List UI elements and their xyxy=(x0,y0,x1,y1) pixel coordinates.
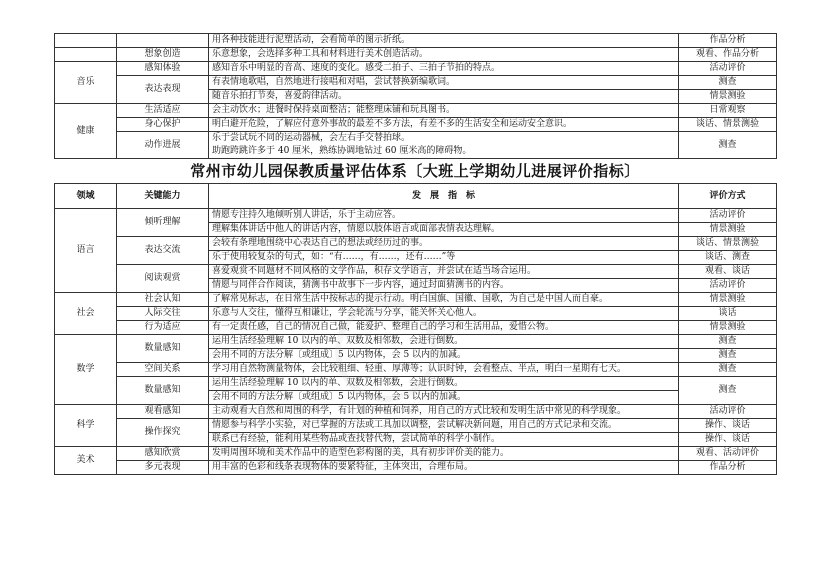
table-row xyxy=(55,265,777,279)
ability-cell: 人际交往 xyxy=(117,307,209,321)
ability-cell: 数量感知 xyxy=(117,377,209,405)
content-cell: 情愿参与科学小实验，对已掌握的方法或工具加以调整，尝试解决新问题，用自己的方式记录和交流。 xyxy=(209,419,679,433)
content-cell xyxy=(209,132,679,159)
content-cell: 乐意想象，会选择多种工具和材料进行美术创造活动。 xyxy=(209,48,679,62)
ability-cell: 想象创造 xyxy=(117,48,209,62)
table-row xyxy=(55,76,777,90)
content-cell: 会较有条理地围绕中心表达自己的想法或经历过的事。 xyxy=(209,237,679,251)
content-cell: 主动观看大自然和周围的科学，有计划的种植和饲养，用自己的方式比较和发明生活中常见的科学现象。 xyxy=(209,405,679,419)
area-cell xyxy=(55,34,117,48)
method-cell: 活动评价 xyxy=(679,405,777,419)
method-cell: 操作、谈话 xyxy=(679,433,777,447)
ability-cell: 操作探究 xyxy=(117,419,209,447)
table-row xyxy=(55,335,777,349)
method-cell: 测查 xyxy=(679,363,777,377)
ability-cell: 表达表现 xyxy=(117,76,209,104)
area-cell: 音乐 xyxy=(55,62,117,104)
area-cell xyxy=(55,48,117,62)
area-cell: 健康 xyxy=(55,104,117,159)
method-cell: 情景测验 xyxy=(679,90,777,104)
ability-cell: 观看感知 xyxy=(117,405,209,419)
table-row xyxy=(55,104,777,118)
header-method: 评价方式 xyxy=(679,184,777,209)
page-title: 常州市幼儿园保教质量评估体系〔大班上学期幼儿进展评价指标〕 xyxy=(190,162,640,180)
table-row xyxy=(55,419,777,433)
content-cell: 有表情地歌唱，自然地进行接唱和对唱，尝试替换新编歌词。 xyxy=(209,76,679,90)
content-cell: 感知音乐中明显的音高、速度的变化。感受二拍子、三拍子节拍的特点。 xyxy=(209,62,679,76)
method-cell: 观看、谈话 xyxy=(679,265,777,279)
method-cell: 日常观察 xyxy=(679,104,777,118)
method-cell: 情景测验 xyxy=(679,223,777,237)
main-evaluation-table xyxy=(54,183,777,475)
ability-cell: 动作进展 xyxy=(117,132,209,159)
ability-cell: 感知体验 xyxy=(117,62,209,76)
content-cell: 情愿专注持久地倾听别人讲话，乐于主动应答。 xyxy=(209,209,679,223)
table-row xyxy=(55,377,777,391)
ability-cell: 空间关系 xyxy=(117,363,209,377)
content-cell: 发明周围环境和美术作品中的造型色彩构图的美，具有初步评价美的能力。 xyxy=(209,447,679,461)
table-row xyxy=(55,321,777,335)
content-cell: 用各种技能进行泥塑活动，会看简单的图示折纸。 xyxy=(209,34,679,48)
content-cell: 喜爱观赏不同题材不同风格的文学作品，积存文学语言，并尝试在适当场合运用。 xyxy=(209,265,679,279)
table-row xyxy=(55,34,777,48)
method-cell: 操作、谈话 xyxy=(679,419,777,433)
method-cell: 测查 xyxy=(679,132,777,159)
method-cell: 活动评价 xyxy=(679,62,777,76)
content-cell: 用丰富的色彩和线条表现物体的要紧特征，主体突出，合理布局。 xyxy=(209,461,679,475)
content-cell: 会用不同的方法分解〔或组成〕5 以内物体，会 5 以内的加减。 xyxy=(209,349,679,363)
header-row xyxy=(55,184,777,209)
method-cell: 活动评价 xyxy=(679,209,777,223)
content-cell: 理解集体讲话中他人的讲话内容，情愿以肢体语言或面部表情表达理解。 xyxy=(209,223,679,237)
top-evaluation-table xyxy=(54,33,777,159)
method-cell: 情景测验 xyxy=(679,321,777,335)
ability-cell: 社会认知 xyxy=(117,293,209,307)
ability-cell: 感知欣赏 xyxy=(117,447,209,461)
header-ability: 关键能力 xyxy=(117,184,209,209)
method-cell: 测查 xyxy=(679,349,777,363)
content-line: 乐于尝试玩不同的运动器械，会左右手交替拍球。 xyxy=(212,133,411,143)
header-area: 领域 xyxy=(55,184,117,209)
ability-cell: 行为适应 xyxy=(117,321,209,335)
content-cell: 联系已有经验，能利用某些物品或查找替代物，尝试简单的科学小制作。 xyxy=(209,433,679,447)
method-cell: 谈话 xyxy=(679,307,777,321)
content-cell: 乐意与人交往，懂得互相谦让，学会轮流与分享，能关怀关心他人。 xyxy=(209,307,679,321)
content-cell: 会用不同的方法分解〔或组成〕5 以内物体，会 5 以内的加减。 xyxy=(209,391,679,405)
content-cell: 学习用自然物测量物体，会比较粗细、轻重、厚薄等；认识时钟，会看整点、半点，明白一星期有七天。 xyxy=(209,363,679,377)
method-cell: 谈话、情景测验 xyxy=(679,118,777,132)
area-cell: 社会 xyxy=(55,293,117,335)
table-row xyxy=(55,405,777,419)
method-cell: 测查 xyxy=(679,76,777,90)
ability-cell: 表达交流 xyxy=(117,237,209,265)
table-row xyxy=(55,209,777,223)
document-page xyxy=(54,33,776,475)
header-content: 发 展 指 标 xyxy=(209,184,679,209)
table-row xyxy=(55,237,777,251)
content-cell: 运用生活经验理解 10 以内的单、双数及相邻数，会进行倒数。 xyxy=(209,335,679,349)
method-cell: 作品分析 xyxy=(679,34,777,48)
content-cell: 运用生活经验理解 10 以内的单、双数及相邻数，会进行倒数。 xyxy=(209,377,679,391)
table-row xyxy=(55,62,777,76)
ability-cell: 身心保护 xyxy=(117,118,209,132)
method-cell: 谈话、情景测验 xyxy=(679,237,777,251)
content-cell: 会主动饮水；进餐时保持桌面整洁；能整理床铺和玩具图书。 xyxy=(209,104,679,118)
content-cell: 随音乐拍打节奏，喜爱韵律活动。 xyxy=(209,90,679,104)
method-cell: 谈话、测查 xyxy=(679,251,777,265)
method-cell: 观看、作品分析 xyxy=(679,48,777,62)
content-cell: 乐于使用较复杂的句式，如：“有……，有……，还有……”等 xyxy=(209,251,679,265)
area-cell: 美术 xyxy=(55,447,117,475)
ability-cell: 数量感知 xyxy=(117,335,209,363)
table-row xyxy=(55,132,777,159)
content-cell: 了解常见标志，在日常生活中按标志的提示行动。明白国旗、国徽、国歌，为自己是中国人而自豪。 xyxy=(209,293,679,307)
table-row xyxy=(55,363,777,377)
ability-cell: 生活适应 xyxy=(117,104,209,118)
content-cell: 有一定责任感，自己的情况自己做，能爱护、整理自己的学习和生活用品，爱惜公物。 xyxy=(209,321,679,335)
method-cell: 测查 xyxy=(679,377,777,405)
table-row xyxy=(55,118,777,132)
area-cell: 语言 xyxy=(55,209,117,293)
ability-cell: 阅读观赏 xyxy=(117,265,209,293)
content-line: 助跑跨跳许多于 40 厘米，熟练协调地钻过 60 厘米高的障碍物。 xyxy=(212,146,472,156)
method-cell: 观看、活动评价 xyxy=(679,447,777,461)
ability-cell xyxy=(117,34,209,48)
table-row xyxy=(55,293,777,307)
table-row xyxy=(55,307,777,321)
ability-cell: 多元表现 xyxy=(117,461,209,475)
ability-cell: 倾听理解 xyxy=(117,209,209,237)
area-cell: 数学 xyxy=(55,335,117,405)
method-cell: 测查 xyxy=(679,335,777,349)
method-cell: 活动评价 xyxy=(679,279,777,293)
method-cell: 作品分析 xyxy=(679,461,777,475)
area-cell: 科学 xyxy=(55,405,117,447)
method-cell: 情景测验 xyxy=(679,293,777,307)
table-row xyxy=(55,461,777,475)
content-cell: 明白避开危险，了解应付意外事故的最差不多方法，有差不多的生活安全和运动安全意识。 xyxy=(209,118,679,132)
table-row xyxy=(55,48,777,62)
content-cell: 情愿与同伴合作阅读，猜测书中故事下一步内容，通过封面猜测书的内容。 xyxy=(209,279,679,293)
table-row xyxy=(55,447,777,461)
